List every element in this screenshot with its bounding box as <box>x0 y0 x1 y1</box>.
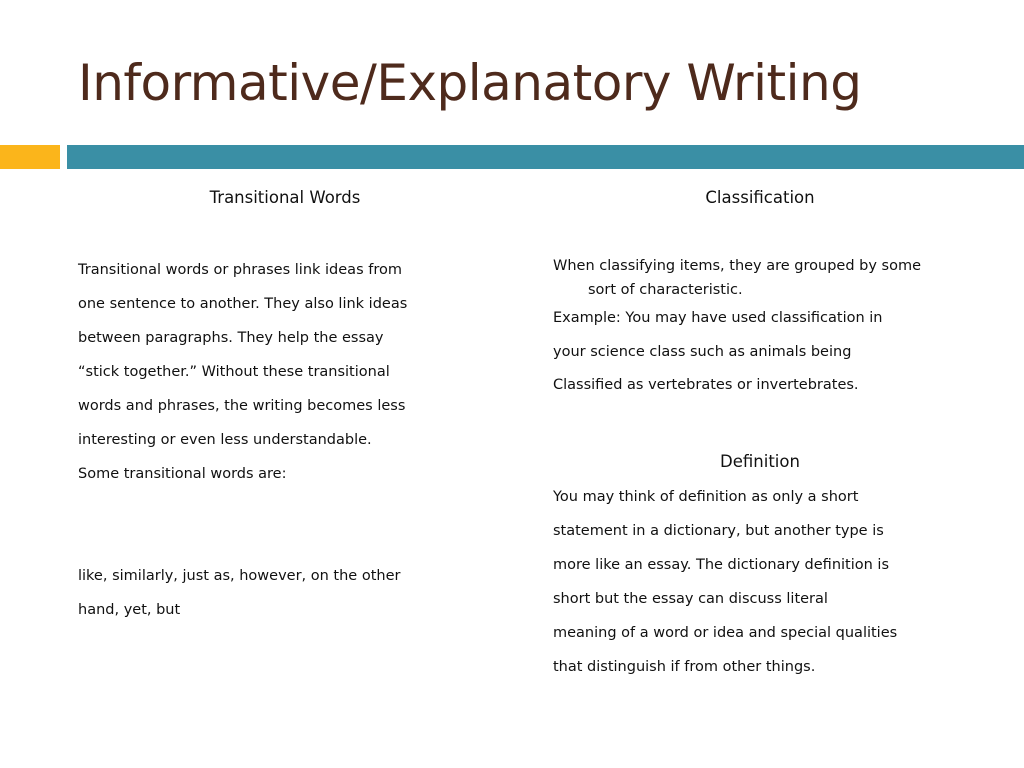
paragraph-line: your science class such as animals being <box>553 343 852 360</box>
accent-bar-orange <box>0 145 60 169</box>
paragraph-line: between paragraphs. They help the essay <box>78 330 384 346</box>
paragraph-line: interesting or even less understandable. <box>78 432 372 448</box>
left-column <box>78 186 458 618</box>
paragraph-line: that distinguish if from other things. <box>553 659 816 675</box>
transitional-words-paragraph <box>78 253 407 491</box>
paragraph-line: “stick together.” Without these transitional <box>78 364 390 380</box>
paragraph-line: Some transitional words are: <box>78 466 287 482</box>
paragraph-line: statement in a dictionary, but another type is <box>553 523 884 539</box>
paragraph-line: one sentence to another. They also link ideas <box>78 296 408 312</box>
accent-bar-teal <box>67 145 1024 169</box>
heading-definition: Definition <box>720 452 800 471</box>
paragraph-line: words and phrases, the writing becomes less <box>78 398 406 414</box>
heading-transitional-words: Transitional Words <box>209 188 361 207</box>
list-line: like, similarly, just as, however, on the other <box>78 568 401 584</box>
definition-paragraph <box>553 480 897 684</box>
paragraph-line: Transitional words or phrases link ideas from <box>78 262 402 278</box>
paragraph-line: meaning of a word or idea and special qualities <box>553 625 898 641</box>
paragraph-line: Classified as vertebrates or invertebrates. <box>553 377 859 393</box>
right-column <box>553 186 973 675</box>
transitional-words-list <box>78 559 400 627</box>
paragraph-line: When classifying items, they are grouped by some <box>553 258 922 274</box>
paragraph-line: Example: You may have used classification in <box>553 310 883 326</box>
paragraph-line: more like an essay. The dictionary definition is <box>553 557 890 573</box>
classification-paragraph <box>553 254 921 403</box>
paragraph-line-indented: sort of characteristic. <box>588 282 743 298</box>
list-line: hand, yet, but <box>78 602 181 618</box>
heading-classification: Classification <box>705 188 815 207</box>
paragraph-line: You may think of definition as only a short <box>553 489 859 505</box>
slide-title: Informative/Explanatory Writing <box>78 54 862 112</box>
paragraph-line: short but the essay can discuss literal <box>553 591 828 607</box>
